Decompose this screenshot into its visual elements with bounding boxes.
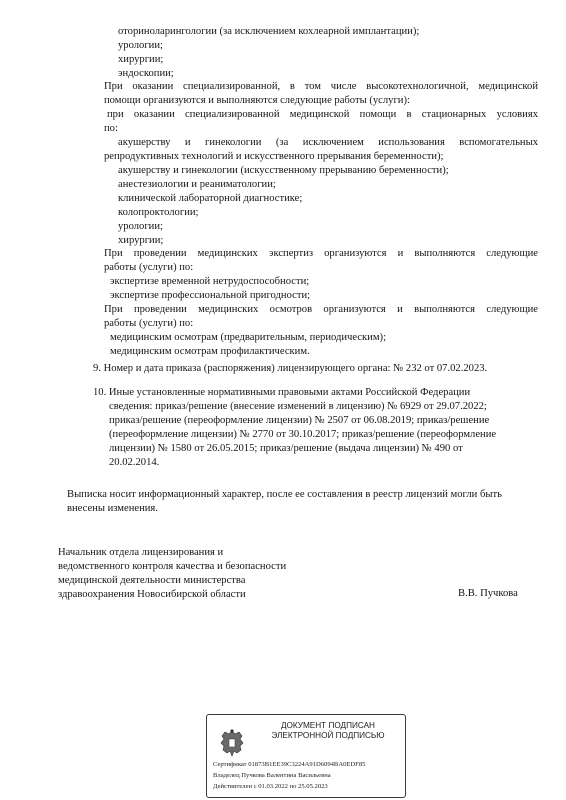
coat-of-arms-icon: [215, 727, 249, 761]
section-text: работы (услуги) по:: [104, 318, 194, 329]
section-text: При проведении медицинских осмотров организуются и выполняются следующие: [104, 304, 538, 315]
notice-text: Выписка носит информационный характер, после ее составления в реестр лицензий могли быть: [67, 489, 502, 500]
section-text: по:: [104, 123, 118, 134]
list-item: медицинским осмотрам профилактическим.: [110, 346, 310, 357]
list-item: клинической лабораторной диагностике;: [118, 193, 303, 204]
list-item: эндоскопии;: [118, 68, 174, 79]
item-10-line: лицензии) № 1580 от 26.05.2015; приказ/решение (выдача лицензии) № 490 от: [109, 443, 463, 454]
signatory-title: здравоохранения Новосибирской области: [58, 589, 246, 600]
list-item: урологии;: [118, 221, 163, 232]
stamp-title: [255, 721, 401, 741]
list-item: акушерству и гинекологии (искусственному прерыванию беременности);: [118, 165, 449, 176]
section-text: работы (услуги) по:: [104, 262, 194, 273]
signatory-title: медицинской деятельности министерства: [58, 575, 246, 586]
section-text: при оказании специализированной медицинской помощи в стационарных условиях: [107, 109, 538, 120]
item-10-line: сведения: приказ/решение (внесение изменений в лицензию) № 6929 от 29.07.2022;: [109, 401, 487, 412]
certificate-owner: Владелец Пучкова Валентина Васильевна: [213, 772, 331, 779]
list-item: экспертизе временной нетрудоспособности;: [110, 276, 310, 287]
item-10-line: (переоформление лицензии) № 2770 от 30.10.2017; приказ/решение (переоформление: [109, 429, 497, 440]
certificate-validity: Действителен с 01.03.2022 по 25.05.2023: [213, 783, 328, 790]
signatory-title: ведомственного контроля качества и безопасности: [58, 561, 287, 572]
list-item: экспертизе профессиональной пригодности;: [110, 290, 311, 301]
list-item: анестезиологии и реаниматологии;: [118, 179, 276, 190]
list-item: медицинским осмотрам (предварительным, периодическим);: [110, 332, 387, 343]
item-10-line: приказ/решение (переоформление лицензии) № 2507 от 06.08.2019; приказ/решение: [109, 415, 490, 426]
list-item: колопроктологии;: [118, 207, 199, 218]
section-text: При проведении медицинских экспертиз организуются и выполняются следующие: [104, 248, 538, 259]
list-item: хирургии;: [118, 235, 164, 246]
list-item: оториноларингологии (за исключением кохлеарной имплантации);: [118, 26, 420, 37]
list-item: урологии;: [118, 40, 163, 51]
section-text: При оказании специализированной, в том числе высокотехнологичной, медицинской: [104, 81, 538, 92]
signatory-title: Начальник отдела лицензирования и: [58, 547, 224, 558]
stamp-title-line: ЭЛЕКТРОННОЙ ПОДПИСЬЮ: [271, 731, 385, 740]
item-10-line: 20.02.2014.: [109, 457, 160, 468]
stamp-title-line: ДОКУМЕНТ ПОДПИСАН: [281, 721, 375, 730]
notice-text: внесены изменения.: [67, 503, 158, 514]
list-item: репродуктивных технологий и искусственного прерывания беременности);: [104, 151, 444, 162]
signatory-name: В.В. Пучкова: [458, 588, 518, 599]
item-9: 9. Номер и дата приказа (распоряжения) лицензирующего органа: № 232 от 07.02.2023.: [93, 363, 488, 374]
section-text: помощи организуются и выполняются следующие работы (услуги):: [104, 95, 410, 106]
electronic-signature-stamp: [206, 714, 406, 798]
list-item: хирургии;: [118, 54, 164, 65]
list-item: акушерству и гинекологии (за исключением использования вспомогательных: [118, 137, 538, 148]
item-10-line: 10. Иные установленные нормативными правовыми актами Российской Федерации: [93, 387, 471, 398]
certificate-number: Сертификат 01873B1EE39C3224A91D6094BA0EDF85: [213, 761, 366, 768]
